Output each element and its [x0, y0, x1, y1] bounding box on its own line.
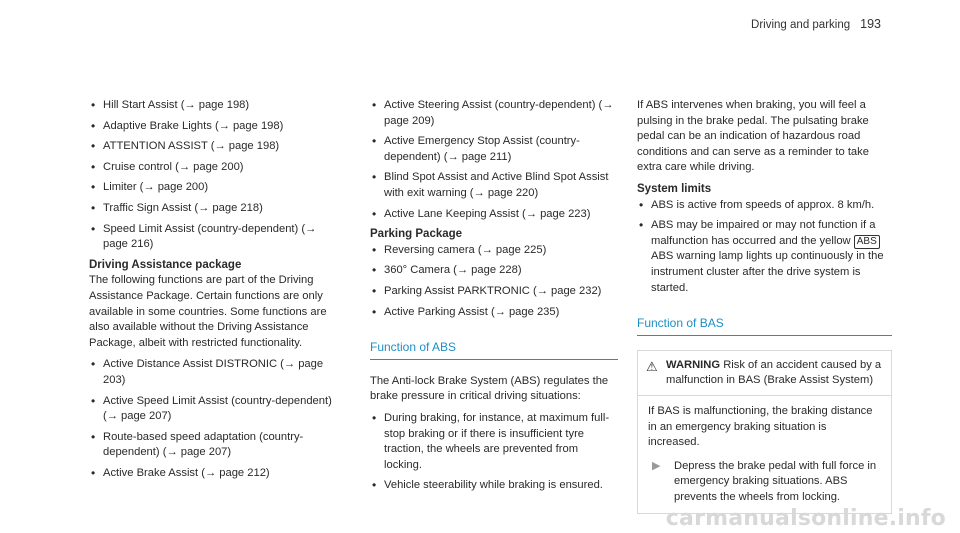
column-1: [89, 98, 344, 486]
warning-paragraph: If BAS is malfunctioning, the braking distance in an emergency braking situation is increased.: [648, 404, 873, 449]
list-item[interactable]: • Active Distance Assist DISTRONIC (→ page 203): [89, 357, 344, 388]
page-header: [751, 17, 881, 34]
column-2: [370, 98, 618, 499]
subheading: System limits: [637, 182, 712, 195]
paragraph: If ABS intervenes when braking, you will feel a pulsing in the brake pedal. The pulsating brake pedal can be an indication of hazardous road conditions and can serve as a reminder to take extra care while driving.: [637, 99, 869, 174]
list-item: • During braking, for instance, at maximum full-stop braking or if there is insufficient tyre traction, the wheels are prevented from locking.: [370, 411, 618, 473]
step-arrow-icon: ▶: [652, 459, 661, 472]
list-item[interactable]: • Active Emergency Stop Assist (country-dependent) (→ page 211): [370, 134, 618, 165]
list-item[interactable]: • Route-based speed adaptation (country-dependent) (→ page 207): [89, 430, 344, 461]
warning-header: [638, 351, 891, 389]
warning-text: Risk of an accident caused by a malfunction in BAS (Brake Assist System): [666, 358, 882, 387]
feature-list: [370, 98, 618, 222]
warning-keyword: WARNING: [666, 358, 721, 371]
section-title: Function of ABS: [370, 340, 618, 360]
abs-warning-lamp-icon: ABS: [854, 235, 880, 249]
feature-list: [89, 98, 344, 253]
subheading: Driving Assistance package: [89, 258, 242, 271]
feature-list: [370, 243, 618, 320]
feature-list: [89, 357, 344, 481]
list-item[interactable]: • ATTENTION ASSIST (→ page 198): [89, 139, 344, 155]
warning-box: [637, 350, 892, 515]
bullet-list: [370, 411, 618, 494]
list-item: • Vehicle steerability while braking is ensured.: [370, 478, 618, 494]
warning-title: [666, 358, 883, 389]
list-item[interactable]: • Adaptive Brake Lights (→ page 198): [89, 119, 344, 135]
section-name: Driving and parking: [751, 19, 851, 31]
list-item: [637, 218, 892, 296]
limit-text-a: ABS may be impaired or may not function if a malfunction has occurred and the yellow: [651, 219, 876, 247]
list-item[interactable]: • Active Steering Assist (country-dependent) (→ page 209): [370, 98, 618, 129]
list-item[interactable]: • Blind Spot Assist and Active Blind Spot Assist with exit warning (→ page 220): [370, 170, 618, 201]
paragraph: The following functions are part of the Driving Assistance Package. Certain functions are only available in some countries. Some functions are also available without the Driving Assistance Package, albeit with restricted functionality.: [89, 274, 327, 349]
subheading: Parking Package: [370, 228, 463, 241]
warning-triangle-icon: ⚠: [646, 358, 658, 374]
list-item[interactable]: • Hill Start Assist (→ page 198): [89, 98, 344, 114]
list-item[interactable]: • Reversing camera (→ page 225): [370, 243, 618, 259]
list-item[interactable]: • Limiter (→ page 200): [89, 180, 344, 196]
warning-body: [638, 395, 891, 514]
list-item[interactable]: • Active Speed Limit Assist (country-dependent) (→ page 207): [89, 394, 344, 425]
list-item[interactable]: • Traffic Sign Assist (→ page 218): [89, 201, 344, 217]
page-number: 193: [860, 17, 881, 31]
list-item[interactable]: • Active Brake Assist (→ page 212): [89, 466, 344, 482]
list-item: • ABS is active from speeds of approx. 8 km/h.: [637, 198, 892, 214]
step-text: Depress the brake pedal with full force in emergency braking situations. ABS prevents the wheels from locking.: [674, 459, 877, 503]
watermark: carmanualsonline.info: [665, 506, 946, 532]
column-3: [637, 98, 892, 514]
list-item[interactable]: • Parking Assist PARKTRONIC (→ page 232): [370, 284, 618, 300]
list-item[interactable]: • 360° Camera (→ page 228): [370, 263, 618, 279]
warning-step: [648, 459, 881, 506]
section-title: Function of BAS: [637, 316, 892, 336]
list-item[interactable]: • Speed Limit Assist (country-dependent) (→ page 216): [89, 222, 344, 253]
list-item[interactable]: • Cruise control (→ page 200): [89, 160, 344, 176]
limit-text-b: ABS warning lamp lights up continuously in the instrument cluster after the drive system is started.: [651, 250, 884, 294]
list-item[interactable]: • Active Parking Assist (→ page 235): [370, 305, 618, 321]
bullet-list: [637, 198, 892, 297]
list-item[interactable]: • Active Lane Keeping Assist (→ page 223): [370, 207, 618, 223]
paragraph: The Anti-lock Brake System (ABS) regulates the brake pressure in critical driving situations:: [370, 374, 609, 403]
